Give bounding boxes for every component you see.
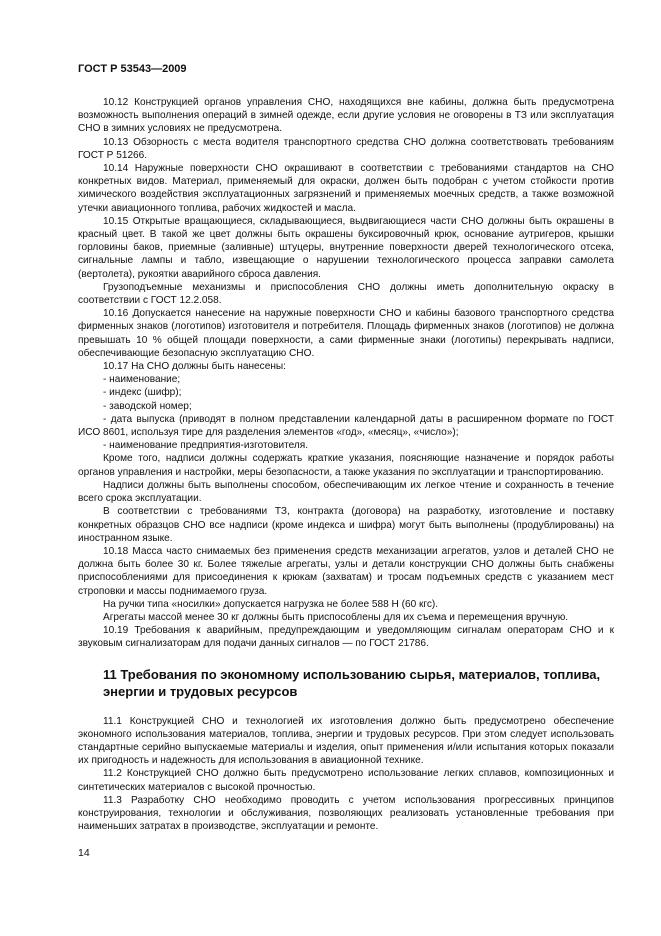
paragraph-10-17: 10.17 На СНО должны быть нанесены:: [103, 361, 286, 373]
paragraph-stretcher-handles: На ручки типа «носилки» допускается нагрузка не более 588 Н (60 кгс).: [103, 598, 439, 610]
list-item: - заводской номер;: [103, 400, 192, 412]
paragraph-10-14: 10.14 Наружные поверхности СНО окрашивают в соответствии с требованиями стандартов на СНО конкретных видов. Материал, применяемый для окраски, должен быть подобран с учетом стойкости против химического воздействия эксплуатационных загрязнений и применяемых моечных средств, а также возможной утечки авиационного топлива, рабочих жидкостей и масла.: [78, 163, 614, 214]
paragraph-manual-removal: Агрегаты массой менее 30 кг должны быть приспособлены для их съема и перемещения вручную.: [103, 611, 569, 623]
paragraph-inscriptions-content: Кроме того, надписи должны содержать краткие указания, поясняющие назначение и порядок работы органов управления и настройки, меры безопасности, а также указания по эксплуатации и транспортированию.: [78, 453, 614, 478]
list-item: - индекс (шифр);: [103, 387, 182, 399]
paragraph-inscriptions-method: Надписи должны быть выполнены способом, обеспечивающим их легкое чтение и сохранность в течение всего срока эксплуатации.: [78, 479, 614, 505]
paragraph-11-2: 11.2 Конструкцией СНО должно быть предусмотрено использование легких сплавов, композиционных и синтетических материалов с высокой прочностью.: [78, 768, 614, 793]
list-item: - наименование предприятия-изготовителя.: [103, 440, 309, 452]
paragraph-11-3: 11.3 Разработку СНО необходимо проводить с учетом использования прогрессивных принципов конструирования, технологии и обслуживания, позволяющих реализовать установленные требования при наименьших затратах в производстве, эксплуатации и ремонте.: [78, 794, 614, 833]
paragraph-10-19: 10.19 Требования к аварийным, предупреждающим и уведомляющим сигналам операторам СНО и к звуковым сигнализаторам для подачи данных сигналов — по ГОСТ 21786.: [78, 625, 614, 650]
list-item: - дата выпуска (приводят в полном представлении календарной даты в расширенном формате по ГОСТ ИСО 8601, используя тире для разделения элементов «год», «месяц», «число»);: [78, 413, 614, 439]
paragraph-lifting-mechanisms: Грузоподъемные механизмы и приспособления СНО должны иметь дополнительную окраску в соответствии с ГОСТ 12.2.058.: [78, 281, 614, 307]
section-11-title: 11 Требования по экономному использованию сырья, материалов, топлива, энергии и трудовых ресурсов: [103, 666, 601, 699]
document-header: ГОСТ Р 53543—2009: [78, 63, 187, 75]
paragraph-10-15: 10.15 Открытые вращающиеся, складывающиеся, выдвигающиеся части СНО должны быть окрашены в красный цвет. В такой же цвет должны быть окрашены буксировочный крюк, основание аутригеров, крышки горловины баков, приемные (заливные) штуцеры, внутренние поверхности дверей технологического отсека, сигнальные лампы и табло, извещающие о нарушении технологического процесса заправки самолета (вертолета), рукоятки аварийного сброса давления.: [78, 215, 614, 280]
paragraph-10-12: 10.12 Конструкцией органов управления СНО, находящихся вне кабины, должна быть предусмотрена возможность выполнения операций в зимней одежде, если другие условия не оговорены в ТЗ или эксплуатация СНО в зимних условиях не предусмотрена.: [78, 97, 614, 135]
paragraph-10-16: 10.16 Допускается нанесение на наружные поверхности СНО и кабины базового транспортного средства фирменных знаков (логотипов) изготовителя и потребителя. Площадь фирменных знаков (логотипов) не должна превышать 10 % общей площади поверхности, а сами фирменные знаки (логотипы) перекрывать надписи, обеспечивающие безопасную эксплуатацию СНО.: [78, 308, 614, 359]
paragraph-11-1: 11.1 Конструкцией СНО и технологией их изготовления должно быть предусмотрено обеспечение экономного использования материалов, топлива, энергии и трудовых ресурсов. При этом следует использовать стандартные серийно выпускаемые материалы и изделия, опыт применения и/или испытания которых показали их пригодность и надежность для использования в авиационной технике.: [78, 715, 614, 767]
paragraph-foreign-language: В соответствии с требованиями ТЗ, контракта (договора) на разработку, изготовление и поставку конкретных образцов СНО все надписи (кроме индекса и шифра) могут быть выполнены (продублированы) на иностранном языке.: [78, 506, 614, 544]
page-content: [78, 96, 614, 833]
paragraph-10-13: 10.13 Обзорность с места водителя транспортного средства СНО должна соответствовать требованиям ГОСТ Р 51266.: [78, 136, 614, 161]
page-number: 14: [78, 847, 90, 859]
paragraph-10-18: 10.18 Масса часто снимаемых без применения средств механизации агрегатов, узлов и деталей СНО не должна быть более 30 кг. Более тяжелые агрегаты, узлы и детали конструкции СНО должны быть снабжены приспособлениями для присоединения к крюкам (захватам) и тросам подъемных средств с указанием мест строповки и массы поднимаемого груза.: [78, 545, 614, 597]
list-item: - наименование;: [103, 374, 181, 386]
